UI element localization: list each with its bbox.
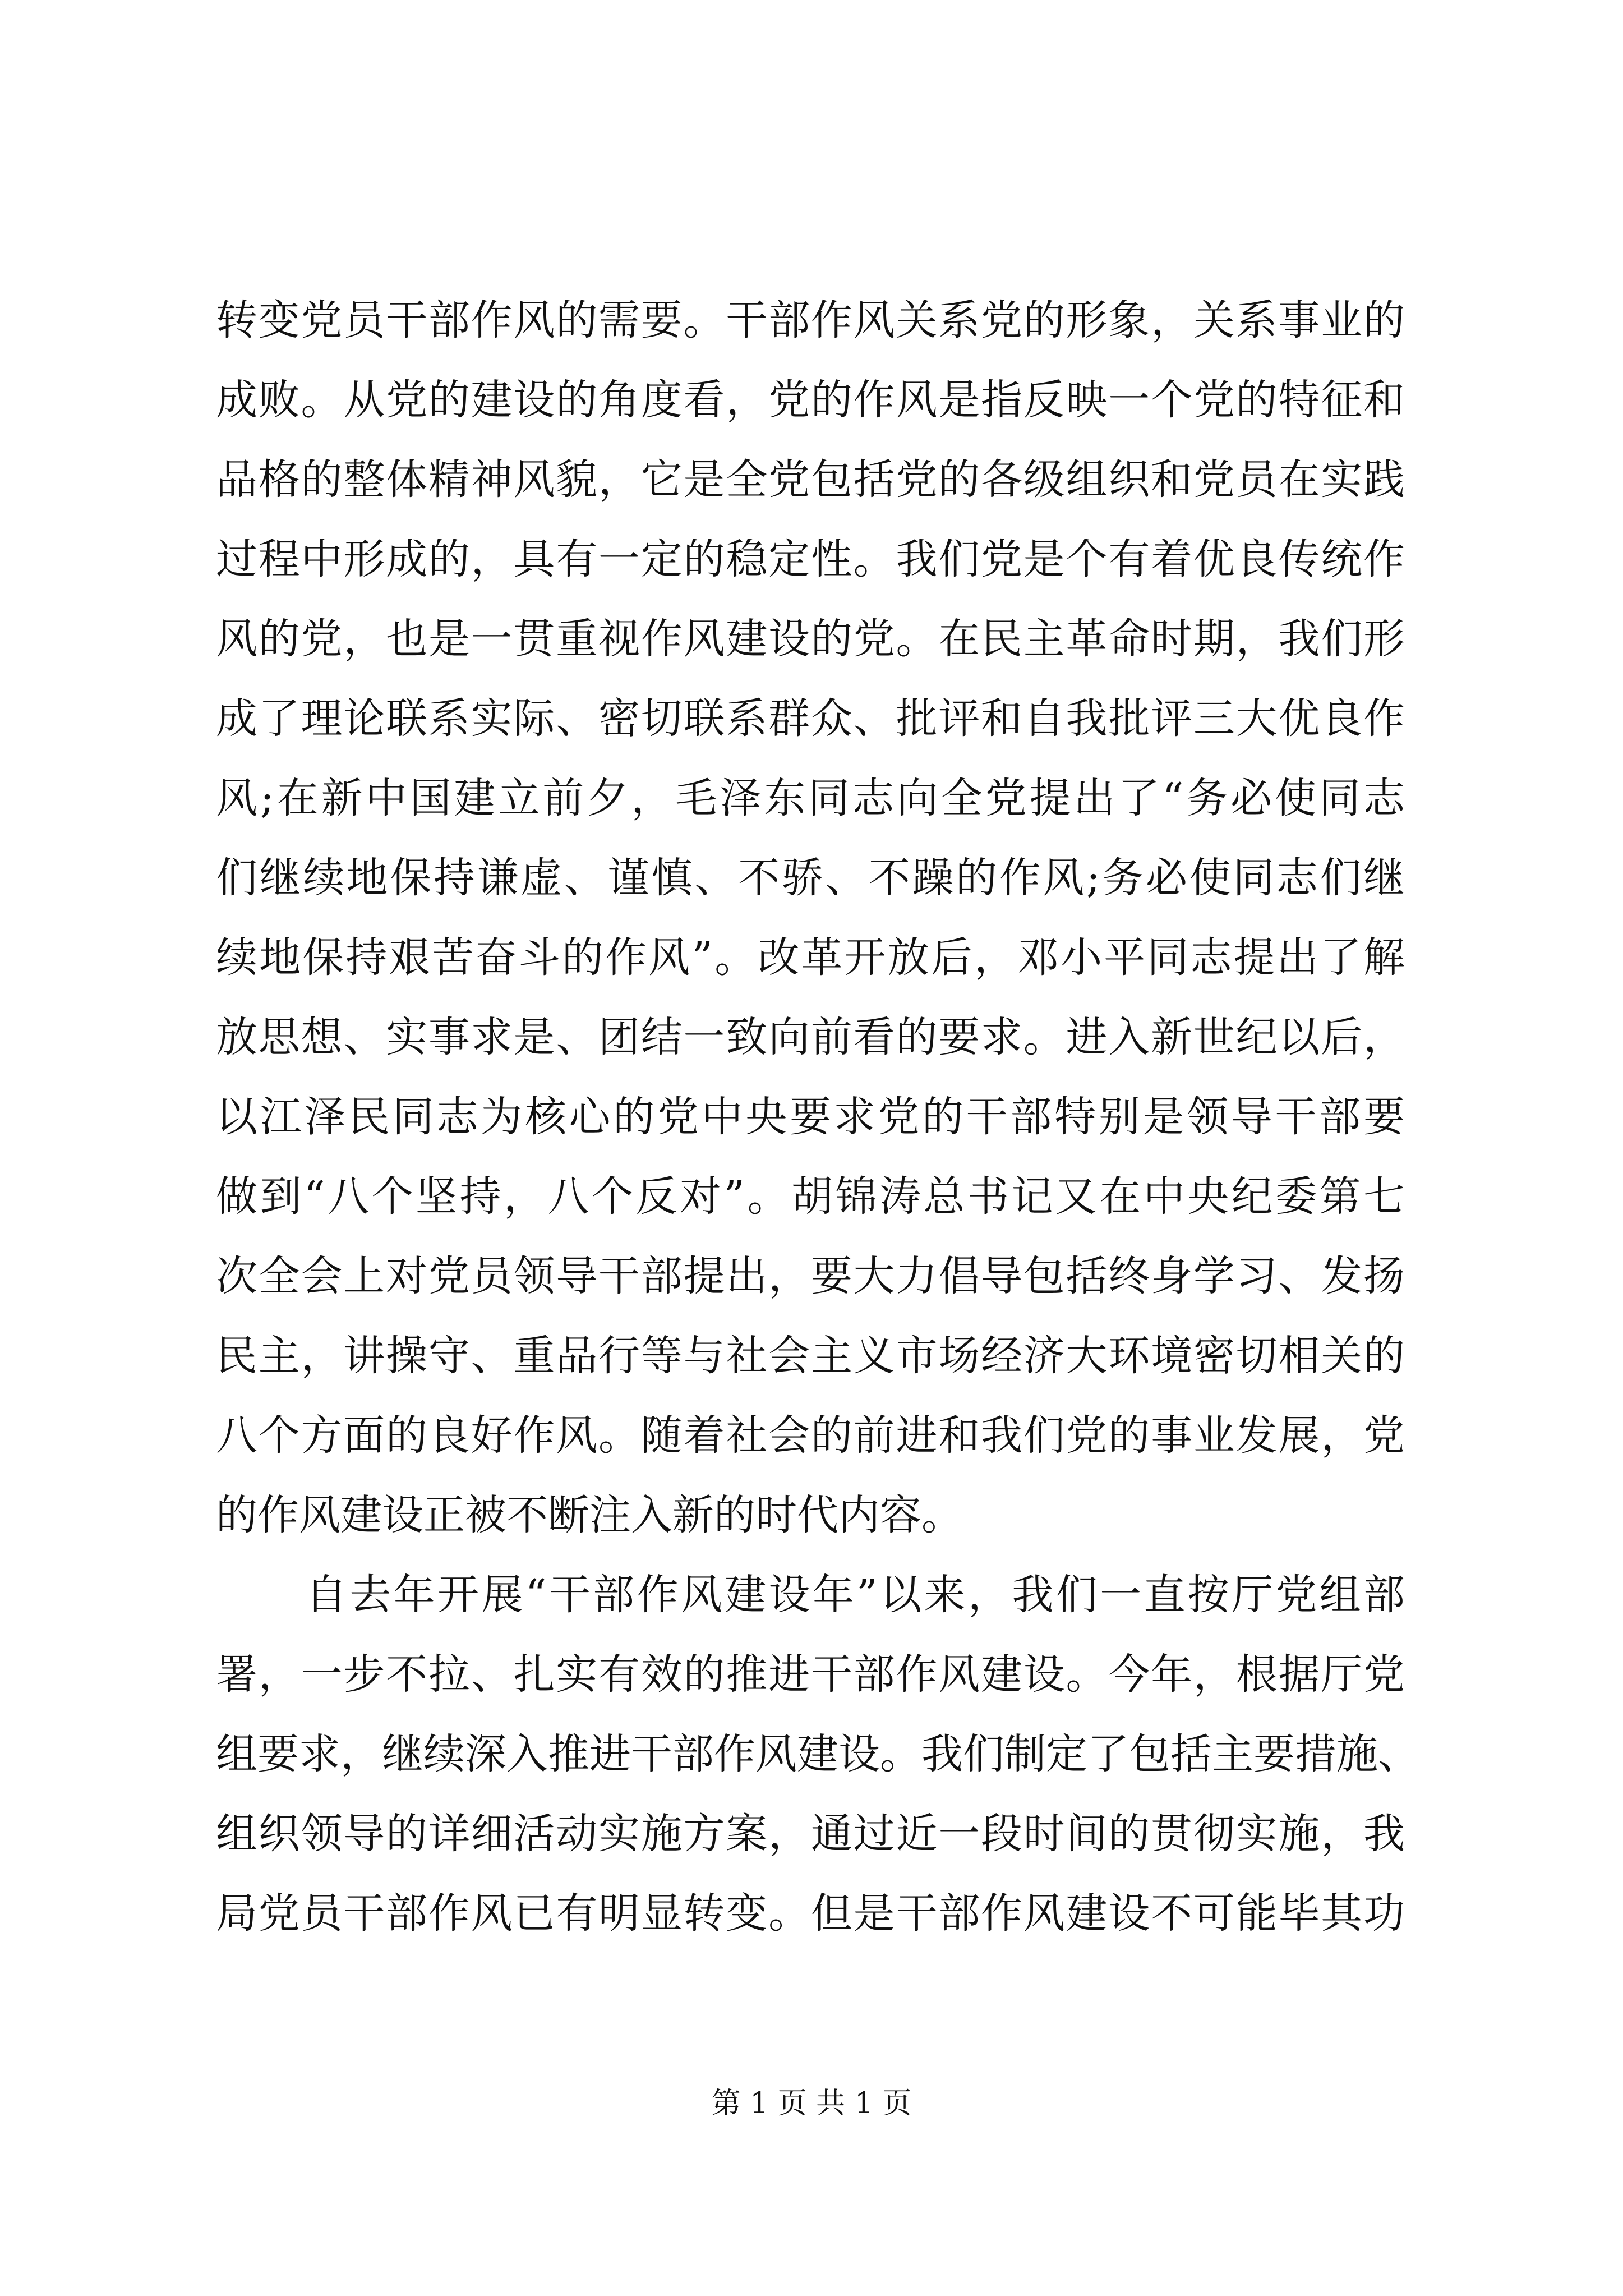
text-line: 做到“八个坚持，八个反对”。胡锦涛总书记又在中央纪委第七 xyxy=(216,1172,1405,1221)
text-line: 风的党，也是一贯重视作风建设的党。在民主革命时期，我们形 xyxy=(216,615,1405,663)
paragraph-2 xyxy=(216,1555,1419,1953)
text-line: 的作风建设正被不断注入新的时代内容。 xyxy=(216,1491,963,1539)
text-line: 放思想、实事求是、团结一致向前看的要求。进入新世纪以后， xyxy=(216,1013,1405,1061)
text-line: 过程中形成的，具有一定的稳定性。我们党是个有着优良传统作 xyxy=(216,535,1405,583)
text-line: 品格的整体精神风貌，它是全党包括党的各级组织和党员在实践 xyxy=(216,455,1405,504)
text-line: 续地保持艰苦奋斗的作风”。改革开放后，邓小平同志提出了解 xyxy=(216,933,1405,982)
text-line: 风;在新中国建立前夕，毛泽东同志向全党提出了“务必使同志 xyxy=(216,774,1405,822)
page-number-footer: 第 1 页 共 1 页 xyxy=(711,2087,912,2120)
text-line: 组织领导的详细活动实施方案，通过近一段时间的贯彻实施，我 xyxy=(216,1810,1405,1858)
text-line: 成了理论联系实际、密切联系群众、批评和自我批评三大优良作 xyxy=(216,694,1405,743)
text-line: 们继续地保持谦虚、谨慎、不骄、不躁的作风;务必使同志们继 xyxy=(216,854,1405,902)
text-line: 署，一步不拉、扎实有效的推进干部作风建设。今年，根据厅党 xyxy=(216,1650,1405,1699)
text-line: 转变党员干部作风的需要。干部作风关系党的形象，关系事业的 xyxy=(216,296,1405,344)
text-line: 次全会上对党员领导干部提出，要大力倡导包括终身学习、发扬 xyxy=(216,1252,1405,1300)
document-body xyxy=(216,280,1419,1953)
text-line: 以江泽民同志为核心的党中央要求党的干部特别是领导干部要 xyxy=(216,1093,1405,1141)
paragraph-1 xyxy=(216,280,1405,1555)
text-line: 自去年开展“干部作风建设年”以来，我们一直按厅党组部 xyxy=(306,1571,1405,1619)
text-line: 成败。从党的建设的角度看，党的作风是指反映一个党的特征和 xyxy=(216,376,1405,424)
text-line: 八个方面的良好作风。随着社会的前进和我们党的事业发展，党 xyxy=(216,1411,1405,1460)
text-line: 组要求，继续深入推进干部作风建设。我们制定了包括主要措施、 xyxy=(216,1730,1419,1778)
text-line: 局党员干部作风已有明显转变。但是干部作风建设不可能毕其功 xyxy=(216,1889,1405,1938)
text-line: 民主，讲操守、重品行等与社会主义市场经济大环境密切相关的 xyxy=(216,1332,1405,1380)
